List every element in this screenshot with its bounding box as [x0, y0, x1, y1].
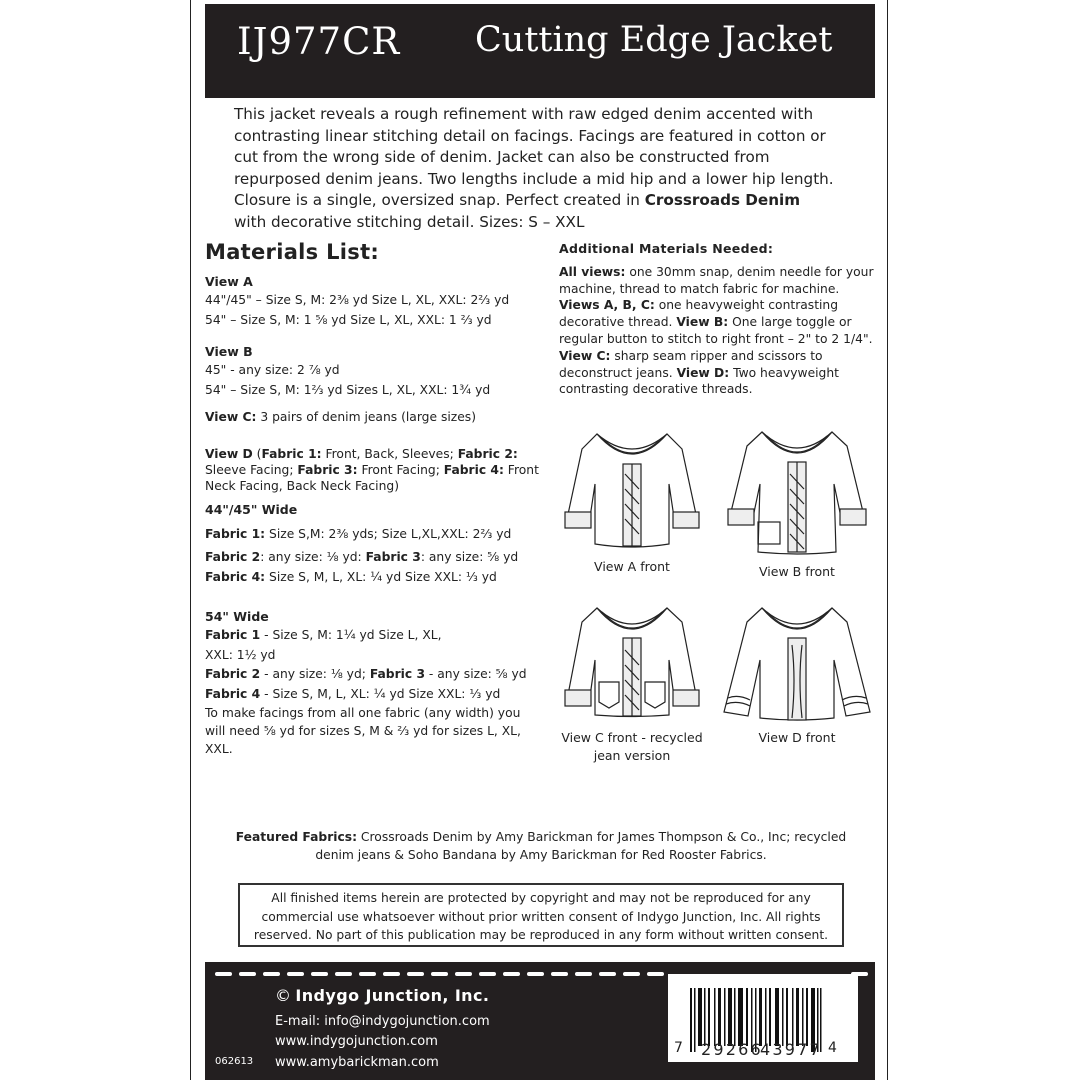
figure-view-d	[722, 600, 872, 747]
additional-materials-text: All views: one 30mm snap, denim needle for your machine, thread to match fabric for machine. Views A, B, C: one heavyweight contrasting decorative thread. View B: One large toggle or regular button to stitch to right front – 2" to 2 1/4". View C: sharp seam ripper and scissors to deconstruct jeans. View D: Two heavyweight contrasting decorative threads.	[559, 264, 874, 397]
wide-54-fabric-4: Fabric 4 - Size S, M, L, XL: ¼ yd Size XXL: ⅓ yd	[205, 686, 501, 701]
company-name: © Indygo Junction, Inc.	[275, 986, 490, 1005]
email[interactable]: E-mail: info@indygojunction.com	[275, 1014, 490, 1029]
barcode	[668, 974, 858, 1062]
view-a-heading: View A	[205, 274, 253, 289]
view-a-line: 54" – Size S, M: 1 ⅝ yd Size L, XL, XXL: 1 ⅔ yd	[205, 312, 492, 327]
materials-list	[205, 240, 545, 758]
barcode-digits-right: 43977	[760, 1040, 822, 1059]
header-banner	[205, 4, 875, 98]
pattern-back-cover	[190, 0, 888, 1080]
view-b-heading: View B	[205, 344, 253, 359]
figure-view-c	[557, 600, 707, 765]
jacket-view-c-illustration	[557, 600, 707, 725]
website-link[interactable]: www.amybarickman.com	[275, 1055, 439, 1070]
caption: View A front	[594, 559, 670, 574]
wide-54-fabric-2-3: Fabric 2 - any size: ⅛ yd; Fabric 3 - any size: ⅝ yd	[205, 667, 527, 681]
view-b-line: 54" – Size S, M: 1⅔ yd Sizes L, XL, XXL: 1¾ yd	[205, 382, 491, 397]
wide-54-fabric-1-cont: XXL: 1½ yd	[205, 647, 276, 662]
wide-54-fabric-1: Fabric 1 - Size S, M: 1¼ yd Size L, XL,	[205, 628, 442, 642]
additional-materials	[559, 241, 877, 398]
caption: View C front - recycled jean version	[561, 730, 703, 763]
caption: View D front	[758, 730, 836, 745]
print-code: 062613	[215, 1056, 254, 1067]
fabric-name: Crossroads Denim	[644, 191, 801, 209]
jacket-view-d-illustration	[722, 600, 872, 725]
wide-44-heading: 44"/45" Wide	[205, 501, 298, 517]
caption: View B front	[759, 564, 835, 579]
featured-fabrics: Featured Fabrics: Crossroads Denim by Amy Barickman for James Thompson & Co., Inc; recycled denim jeans & Soho Bandana by Amy Barickman for Red Rooster Fabrics.	[235, 830, 847, 862]
view-d-description: View D (Fabric 1: Front, Back, Sleeves; Fabric 2: Sleeve Facing; Fabric 3: Front Facing; Fabric 4: Front Neck Facing, Back Neck Facing)	[205, 446, 539, 493]
additional-materials-title: Additional Materials Needed:	[559, 241, 774, 256]
description: This jacket reveals a rough refinement with raw edged denim accented with contrasting linear stitching detail on facings. Facings are featured in cotton or cut from the wrong side of denim. Jacket can also be constructed from repurposed denim jeans. Two lengths include a mid hip and a lower hip length. Closure is a single, oversized snap. Perfect created in Crossroads Denim with decorative stitching detail. Sizes: S – XXL	[234, 105, 834, 231]
facings-note: To make facings from all one fabric (any width) you will need ⅝ yd for sizes S, M & ⅔ yd for sizes L, XL, XXL.	[205, 706, 521, 756]
view-b-line: 45" - any size: 2 ⅞ yd	[205, 363, 340, 377]
barcode-digit-first: 7	[674, 1040, 686, 1056]
wide-44-fabric-4: Fabric 4: Size S, M, L, XL: ¼ yd Size XXL: ⅓ yd	[205, 569, 497, 584]
website-link[interactable]: www.indygojunction.com	[275, 1034, 438, 1049]
barcode-digits-left: 29266	[701, 1040, 763, 1059]
jacket-illustrations	[557, 420, 877, 780]
wide-44-fabric-2-3: Fabric 2: any size: ⅛ yd: Fabric 3: any size: ⅝ yd	[205, 550, 519, 564]
materials-list-title: Materials List:	[205, 240, 380, 264]
view-c-line: View C: 3 pairs of denim jeans (large sizes)	[205, 410, 476, 424]
figure-view-b	[722, 424, 872, 581]
figure-view-a	[557, 424, 707, 576]
pattern-code: IJ977CR	[237, 20, 401, 63]
barcode-digit-last: 4	[828, 1040, 840, 1056]
view-a-line: 44"/45" – Size S, M: 2⅜ yd Size L, XL, XXL: 2⅔ yd	[205, 293, 510, 307]
wide-44-fabric-1: Fabric 1: Size S,M: 2⅜ yds; Size L,XL,XXL: 2⅔ yd	[205, 526, 512, 541]
copyright-notice: All finished items herein are protected by copyright and may not be reproduced for any commercial use whatsoever without prior written consent of Indygo Junction, Inc. All rights reserved. No part of this publication may be reproduced in any form without written consent.	[238, 883, 844, 947]
wide-54-heading: 54" Wide	[205, 609, 269, 624]
copyright-icon: ©	[275, 986, 292, 1005]
jacket-view-b-illustration	[722, 424, 872, 559]
pattern-title: Cutting Edge Jacket	[475, 20, 833, 60]
jacket-view-a-illustration	[557, 424, 707, 554]
footer-banner	[205, 962, 875, 1080]
